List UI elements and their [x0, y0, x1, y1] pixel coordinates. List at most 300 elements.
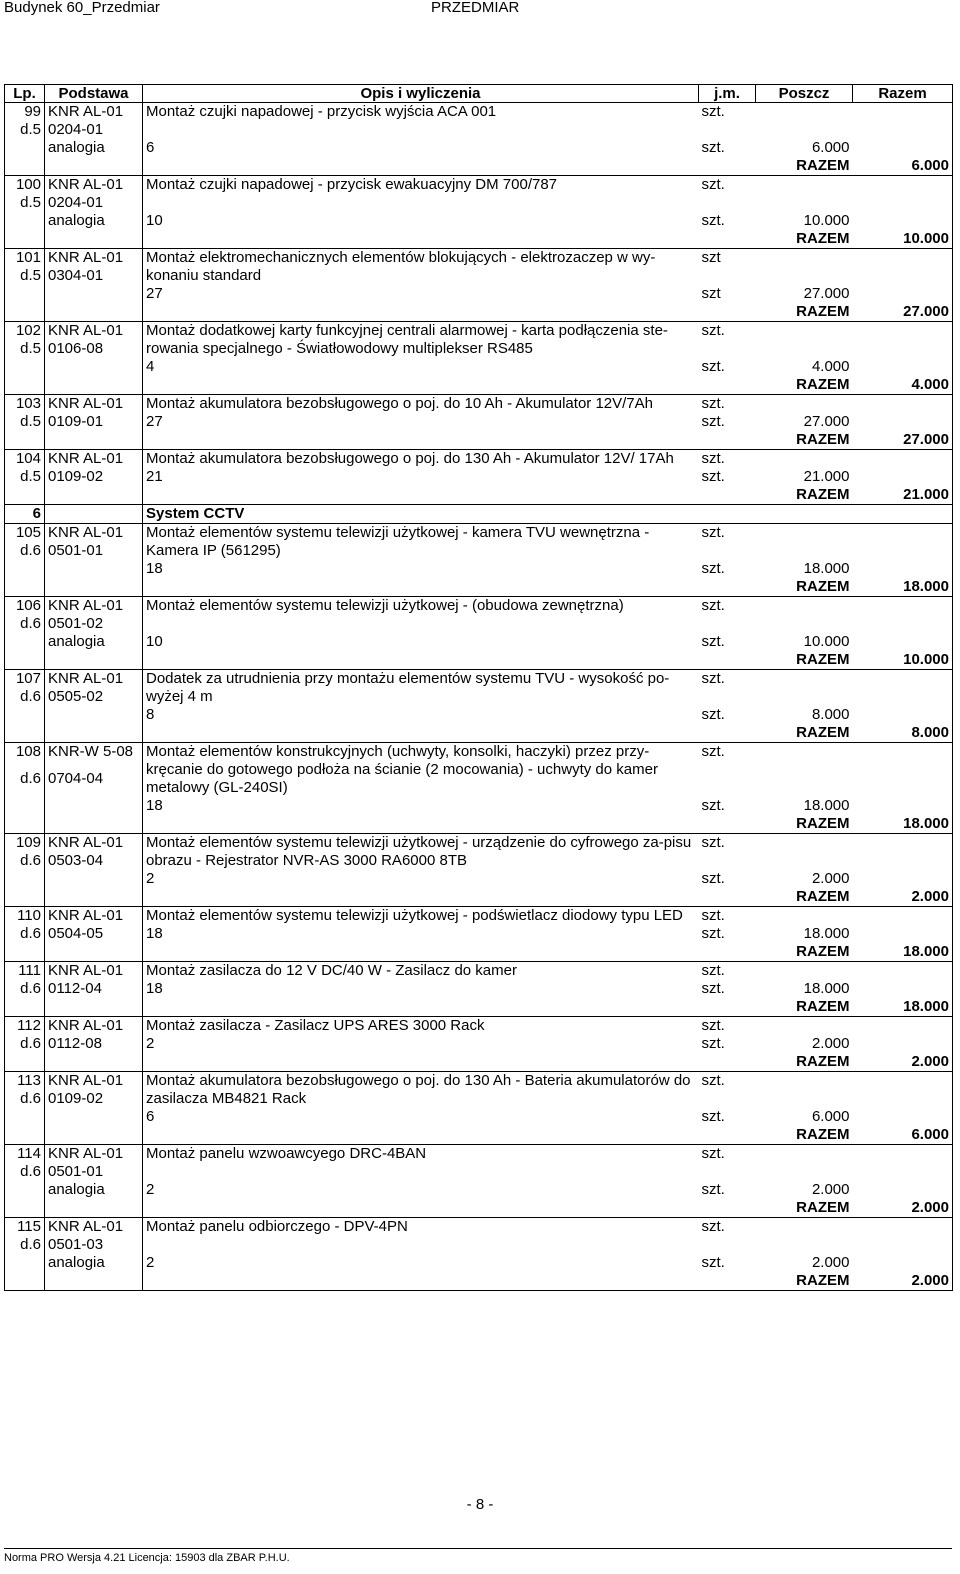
item-unit: [699, 615, 756, 633]
item-unit: [699, 376, 756, 395]
item-poszcz-value: 10.000: [803, 633, 850, 650]
item-unit: [699, 1126, 756, 1145]
item-poszcz: [756, 852, 853, 870]
item-poszcz: [756, 340, 853, 358]
item-unit: [699, 852, 756, 870]
item-quantity-unit: szt.: [701, 980, 725, 997]
razem-label: RAZEM: [756, 578, 853, 597]
item-razem: [853, 1090, 953, 1108]
item-description: Montaż elementów konstrukcyjnych (uchwyty, konsolki, haczyki) przez przy-kręcanie do gotowego podłoża na ścianie (2 mocowania) - uchwyty do kamer metalowy (GL-240SI): [143, 743, 699, 798]
item-poszcz-value: 21.000: [803, 468, 850, 485]
item-podstawa: [45, 724, 143, 743]
item-quantity: 18: [143, 560, 699, 578]
item-podstawa: KNR AL-01: [45, 450, 143, 469]
item-podstawa: [45, 1053, 143, 1072]
item-podstawa: [45, 303, 143, 322]
item-razem: [853, 450, 953, 469]
item-lp: 106: [5, 597, 45, 616]
item-quantity: 18: [143, 980, 699, 998]
razem-value: 2.000: [853, 888, 953, 907]
item-lp: d.6: [5, 1163, 45, 1181]
item-poszcz-value: 18.000: [803, 980, 850, 997]
item-podstawa: 0109-02: [45, 468, 143, 486]
item-unit: szt.: [701, 1218, 725, 1235]
section-number: 6: [5, 505, 45, 524]
item-unit: [699, 431, 756, 450]
item-razem: [853, 962, 953, 981]
item-podstawa: 0704-04: [45, 770, 143, 797]
item-quantity-unit: szt.: [701, 925, 725, 942]
section-jm: [699, 505, 756, 524]
item-poszcz: [756, 176, 853, 195]
item-podstawa: 0501-02: [45, 615, 143, 633]
item-lp: d.5: [5, 267, 45, 285]
item-razem: [853, 285, 953, 303]
item-podstawa: KNR AL-01: [45, 1218, 143, 1237]
item-poszcz: [756, 907, 853, 926]
item-poszcz: [756, 1145, 853, 1164]
item-podstawa: 0501-03: [45, 1236, 143, 1254]
item-quantity: 21: [143, 468, 699, 486]
item-poszcz-value: 2.000: [811, 1181, 850, 1198]
item-description: [143, 943, 699, 962]
item-unit: [699, 651, 756, 670]
item-quantity: 18: [143, 797, 699, 815]
table-row: [5, 1145, 953, 1164]
item-razem: [853, 413, 953, 431]
item-podstawa: 0204-01: [45, 121, 143, 139]
item-quantity-unit: szt.: [701, 1035, 725, 1052]
item-poszcz: [756, 688, 853, 706]
item-podstawa: 0503-04: [45, 852, 143, 870]
item-lp: [5, 1181, 45, 1199]
table-row: [5, 1072, 953, 1091]
item-razem: [853, 560, 953, 578]
item-podstawa: KNR AL-01: [45, 176, 143, 195]
item-lp: [5, 633, 45, 651]
item-podstawa: 0109-01: [45, 413, 143, 431]
item-description: Montaż akumulatora bezobsługowego o poj. do 130 Ah - Bateria akumulatorów do zasilacza MB4821 Rack: [143, 1072, 699, 1109]
item-description: Montaż panelu wzwoawcyego DRC-4BAN: [143, 1145, 699, 1182]
item-description: Montaż elementów systemu telewizji użytkowej - urządzenie do cyfrowego za-pisu obrazu - Rejestrator NVR-AS 3000 RA6000 8TB: [143, 834, 699, 871]
item-quantity: 2: [143, 1181, 699, 1199]
item-quantity-unit: szt.: [701, 1254, 725, 1271]
item-lp: [5, 998, 45, 1017]
item-poszcz-value: 6.000: [811, 1108, 850, 1125]
item-razem: [853, 340, 953, 358]
item-razem: [853, 542, 953, 560]
table-row: [5, 103, 953, 122]
item-razem: [853, 1163, 953, 1181]
table-row: [5, 597, 953, 616]
item-lp: [5, 376, 45, 395]
item-quantity: 6: [143, 139, 699, 157]
sum-row: [5, 578, 953, 597]
item-lp: d.6: [5, 615, 45, 633]
item-unit: [699, 1272, 756, 1291]
razem-value: 18.000: [853, 998, 953, 1017]
item-unit: szt: [701, 249, 721, 266]
item-description: [143, 486, 699, 505]
item-quantity: 2: [143, 1254, 699, 1272]
sum-row: [5, 376, 953, 395]
quantity-row: [5, 212, 953, 230]
footer-license: Norma PRO Wersja 4.21 Licencja: 15903 dla ZBAR P.H.U.: [4, 1552, 290, 1564]
item-unit: [699, 1236, 756, 1254]
item-razem: [853, 139, 953, 157]
razem-label: RAZEM: [756, 376, 853, 395]
item-quantity-unit: szt.: [701, 1181, 725, 1198]
item-description: Montaż elementów systemu telewizji użytkowej - (obudowa zewnętrzna): [143, 597, 699, 634]
item-lp: [5, 815, 45, 834]
razem-value: 10.000: [853, 230, 953, 249]
item-poszcz: [756, 597, 853, 616]
item-podstawa: 0505-02: [45, 688, 143, 706]
item-poszcz: [756, 1218, 853, 1237]
item-razem: [853, 852, 953, 870]
item-poszcz: [756, 450, 853, 469]
razem-value: 8.000: [853, 724, 953, 743]
item-description: [143, 815, 699, 834]
item-podstawa: analogia: [45, 139, 143, 157]
item-description: [143, 724, 699, 743]
table-header-row: [5, 85, 953, 103]
item-podstawa: analogia: [45, 633, 143, 651]
section-row: [5, 505, 953, 524]
item-lp: [5, 212, 45, 230]
razem-value: 27.000: [853, 303, 953, 322]
item-lp: [5, 797, 45, 815]
item-podstawa: analogia: [45, 1254, 143, 1272]
razem-label: RAZEM: [756, 888, 853, 907]
item-razem: [853, 176, 953, 195]
quantity-row: [5, 413, 953, 431]
item-razem: [853, 267, 953, 285]
item-podstawa: [45, 486, 143, 505]
sum-row: [5, 724, 953, 743]
item-unit: szt.: [701, 395, 725, 412]
item-podstawa: [45, 1108, 143, 1126]
item-lp: 105: [5, 524, 45, 543]
item-poszcz: [756, 322, 853, 341]
item-lp: 102: [5, 322, 45, 341]
item-quantity-unit: szt.: [701, 212, 725, 229]
item-lp: d.6: [5, 980, 45, 998]
item-lp: [5, 724, 45, 743]
item-poszcz: [756, 1072, 853, 1091]
razem-label: RAZEM: [756, 431, 853, 450]
item-description: [143, 157, 699, 176]
quantity-row: [5, 633, 953, 651]
razem-label: RAZEM: [756, 157, 853, 176]
item-razem: [853, 1254, 953, 1272]
item-podstawa: KNR AL-01: [45, 597, 143, 616]
item-poszcz: [756, 1163, 853, 1181]
item-description: Montaż elementów systemu telewizji użytkowej - podświetlacz diodowy typu LED: [143, 907, 699, 926]
item-unit: [699, 230, 756, 249]
item-quantity-unit: szt.: [701, 633, 725, 650]
item-razem: [853, 870, 953, 888]
item-lp: 103: [5, 395, 45, 414]
item-quantity: 4: [143, 358, 699, 376]
item-podstawa: KNR AL-01: [45, 670, 143, 689]
item-poszcz: [756, 249, 853, 268]
item-quantity: 8: [143, 706, 699, 724]
item-poszcz-value: 10.000: [803, 212, 850, 229]
quantity-row: [5, 706, 953, 724]
quantity-row: [5, 1254, 953, 1272]
item-lp: [5, 943, 45, 962]
quantity-row: [5, 560, 953, 578]
item-unit: [699, 121, 756, 139]
razem-label: RAZEM: [756, 1199, 853, 1218]
item-poszcz-value: 18.000: [803, 797, 850, 814]
sum-row: [5, 157, 953, 176]
razem-value: 10.000: [853, 651, 953, 670]
footer-divider: [4, 1548, 952, 1549]
razem-label: RAZEM: [756, 486, 853, 505]
item-poszcz: [756, 267, 853, 285]
item-quantity: 6: [143, 1108, 699, 1126]
item-quantity: 10: [143, 633, 699, 651]
item-podstawa: [45, 1126, 143, 1145]
razem-value: 21.000: [853, 486, 953, 505]
item-podstawa: [45, 157, 143, 176]
item-unit: [699, 303, 756, 322]
item-podstawa: [45, 376, 143, 395]
quantity-row: [5, 139, 953, 157]
item-podstawa: [45, 651, 143, 670]
item-lp: 109: [5, 834, 45, 853]
item-description: Montaż czujki napadowej - przycisk ewakuacyjny DM 700/787: [143, 176, 699, 213]
item-podstawa: [45, 431, 143, 450]
sum-row: [5, 1199, 953, 1218]
item-podstawa: 0501-01: [45, 1163, 143, 1181]
item-description: [143, 303, 699, 322]
item-lp: [5, 1272, 45, 1291]
sum-row: [5, 431, 953, 450]
item-podstawa: 0112-08: [45, 1035, 143, 1053]
item-poszcz-value: 4.000: [811, 358, 850, 375]
razem-value: 18.000: [853, 943, 953, 962]
item-lp: 115: [5, 1218, 45, 1237]
item-podstawa: [45, 870, 143, 888]
item-unit: [699, 542, 756, 560]
item-quantity-unit: szt.: [701, 797, 725, 814]
item-razem: [853, 468, 953, 486]
item-unit: szt.: [701, 597, 725, 614]
item-podstawa: 0109-02: [45, 1090, 143, 1108]
item-quantity: 18: [143, 925, 699, 943]
page-header: [0, 0, 960, 18]
item-poszcz: [756, 194, 853, 212]
item-podstawa: [45, 888, 143, 907]
item-unit: [699, 943, 756, 962]
item-podstawa: 0304-01: [45, 267, 143, 285]
table-row: [5, 1218, 953, 1237]
item-lp: d.6: [5, 852, 45, 870]
item-unit: szt.: [701, 743, 725, 760]
item-podstawa: KNR AL-01: [45, 1145, 143, 1164]
razem-label: RAZEM: [756, 1272, 853, 1291]
item-razem: [853, 925, 953, 943]
item-unit: [699, 578, 756, 597]
item-podstawa: [45, 998, 143, 1017]
razem-label: RAZEM: [756, 943, 853, 962]
item-unit: szt.: [701, 176, 725, 193]
item-lp: 110: [5, 907, 45, 926]
item-podstawa: 0204-01: [45, 194, 143, 212]
item-podstawa: [45, 1199, 143, 1218]
razem-value: 6.000: [853, 157, 953, 176]
item-description: Montaż akumulatora bezobsługowego o poj. do 130 Ah - Akumulator 12V/ 17Ah: [143, 450, 699, 469]
razem-label: RAZEM: [756, 815, 853, 834]
item-lp: [5, 560, 45, 578]
item-unit: szt.: [701, 907, 725, 924]
table-row: [5, 907, 953, 926]
item-poszcz: [756, 1236, 853, 1254]
item-poszcz-value: 6.000: [811, 139, 850, 156]
item-quantity: 2: [143, 1035, 699, 1053]
item-podstawa: analogia: [45, 1181, 143, 1199]
item-razem: [853, 1181, 953, 1199]
item-unit: szt.: [701, 1145, 725, 1162]
page-number: - 8 -: [466, 1496, 494, 1513]
item-razem: [853, 103, 953, 122]
item-unit: szt.: [701, 450, 725, 467]
document-title: Budynek 60_Przedmiar: [4, 0, 160, 16]
razem-label: RAZEM: [756, 724, 853, 743]
sum-row: [5, 230, 953, 249]
item-podstawa: [45, 230, 143, 249]
item-description: Montaż dodatkowej karty funkcyjnej centrali alarmowej - karta podłączenia ste-rowania specjalnego - Światłowodowy multiplekser RS485: [143, 322, 699, 359]
item-lp: 99: [5, 103, 45, 122]
sum-row: [5, 486, 953, 505]
item-quantity-unit: szt.: [701, 1108, 725, 1125]
razem-value: 18.000: [853, 815, 953, 834]
item-razem: [853, 212, 953, 230]
item-lp: [5, 285, 45, 303]
item-description: [143, 230, 699, 249]
item-podstawa: [45, 358, 143, 376]
item-description: [143, 1272, 699, 1291]
section-poszcz: [756, 505, 853, 524]
razem-label: RAZEM: [756, 1126, 853, 1145]
col-header-podstawa: Podstawa: [45, 85, 143, 103]
item-podstawa: analogia: [45, 212, 143, 230]
item-lp: [5, 578, 45, 597]
item-podstawa: KNR AL-01: [45, 1072, 143, 1091]
item-lp: 112: [5, 1017, 45, 1036]
item-razem: [853, 194, 953, 212]
razem-label: RAZEM: [756, 303, 853, 322]
item-lp: 108: [5, 743, 45, 771]
item-poszcz-value: 18.000: [803, 925, 850, 942]
item-razem: [853, 797, 953, 815]
col-header-jm: j.m.: [699, 85, 756, 103]
item-description: Montaż zasilacza - Zasilacz UPS ARES 3000 Rack: [143, 1017, 699, 1036]
item-podstawa: 0501-01: [45, 542, 143, 560]
item-quantity-unit: szt.: [701, 870, 725, 887]
item-lp: [5, 1254, 45, 1272]
item-razem: [853, 597, 953, 616]
item-podstawa: [45, 1272, 143, 1291]
item-lp: [5, 486, 45, 505]
razem-value: 2.000: [853, 1272, 953, 1291]
item-razem: [853, 249, 953, 268]
item-quantity: 27: [143, 413, 699, 431]
item-lp: d.6: [5, 688, 45, 706]
item-description: Montaż czujki napadowej - przycisk wyjścia ACA 001: [143, 103, 699, 140]
item-unit: [699, 1053, 756, 1072]
sum-row: [5, 651, 953, 670]
item-quantity: 2: [143, 870, 699, 888]
item-poszcz: [756, 524, 853, 543]
item-lp: [5, 651, 45, 670]
item-unit: [699, 340, 756, 358]
item-razem: [853, 1145, 953, 1164]
item-unit: szt.: [701, 1072, 725, 1089]
item-podstawa: [45, 560, 143, 578]
item-razem: [853, 358, 953, 376]
section-podstawa: [45, 505, 143, 524]
item-lp: [5, 1108, 45, 1126]
item-podstawa: KNR AL-01: [45, 834, 143, 853]
item-podstawa: KNR-W 5-08: [45, 743, 143, 771]
item-podstawa: KNR AL-01: [45, 395, 143, 414]
item-podstawa: KNR AL-01: [45, 1017, 143, 1036]
table-row: [5, 670, 953, 689]
item-lp: 113: [5, 1072, 45, 1091]
item-lp: d.6: [5, 1035, 45, 1053]
table-row: [5, 962, 953, 981]
item-razem: [853, 615, 953, 633]
quantity-row: [5, 870, 953, 888]
item-lp: d.5: [5, 413, 45, 431]
item-razem: [853, 1108, 953, 1126]
item-description: Dodatek za utrudnienia przy montażu elementów systemu TVU - wysokość po-wyżej 4 m: [143, 670, 699, 707]
quantity-row: [5, 358, 953, 376]
item-lp: d.5: [5, 468, 45, 486]
item-podstawa: [45, 706, 143, 724]
col-header-razem: Razem: [853, 85, 953, 103]
razem-value: 27.000: [853, 431, 953, 450]
col-header-opis: Opis i wyliczenia: [143, 85, 699, 103]
item-poszcz-value: 27.000: [803, 413, 850, 430]
razem-value: 2.000: [853, 1199, 953, 1218]
item-podstawa: 0504-05: [45, 925, 143, 943]
item-lp: 111: [5, 962, 45, 981]
item-description: [143, 1053, 699, 1072]
item-podstawa: [45, 285, 143, 303]
item-lp: [5, 139, 45, 157]
item-lp: [5, 358, 45, 376]
item-poszcz: [756, 103, 853, 122]
document-type: PRZEDMIAR: [431, 0, 520, 16]
item-description: Montaż zasilacza do 12 V DC/40 W - Zasilacz do kamer: [143, 962, 699, 981]
sum-row: [5, 943, 953, 962]
item-podstawa: KNR AL-01: [45, 103, 143, 122]
item-lp: [5, 303, 45, 322]
item-description: [143, 1126, 699, 1145]
table-row: [5, 322, 953, 341]
section-title: System CCTV: [143, 505, 699, 524]
item-podstawa: 0106-08: [45, 340, 143, 358]
item-quantity-unit: szt.: [701, 413, 725, 430]
item-unit: szt.: [701, 1017, 725, 1034]
item-unit: [699, 1163, 756, 1181]
item-poszcz-value: 27.000: [803, 285, 850, 302]
